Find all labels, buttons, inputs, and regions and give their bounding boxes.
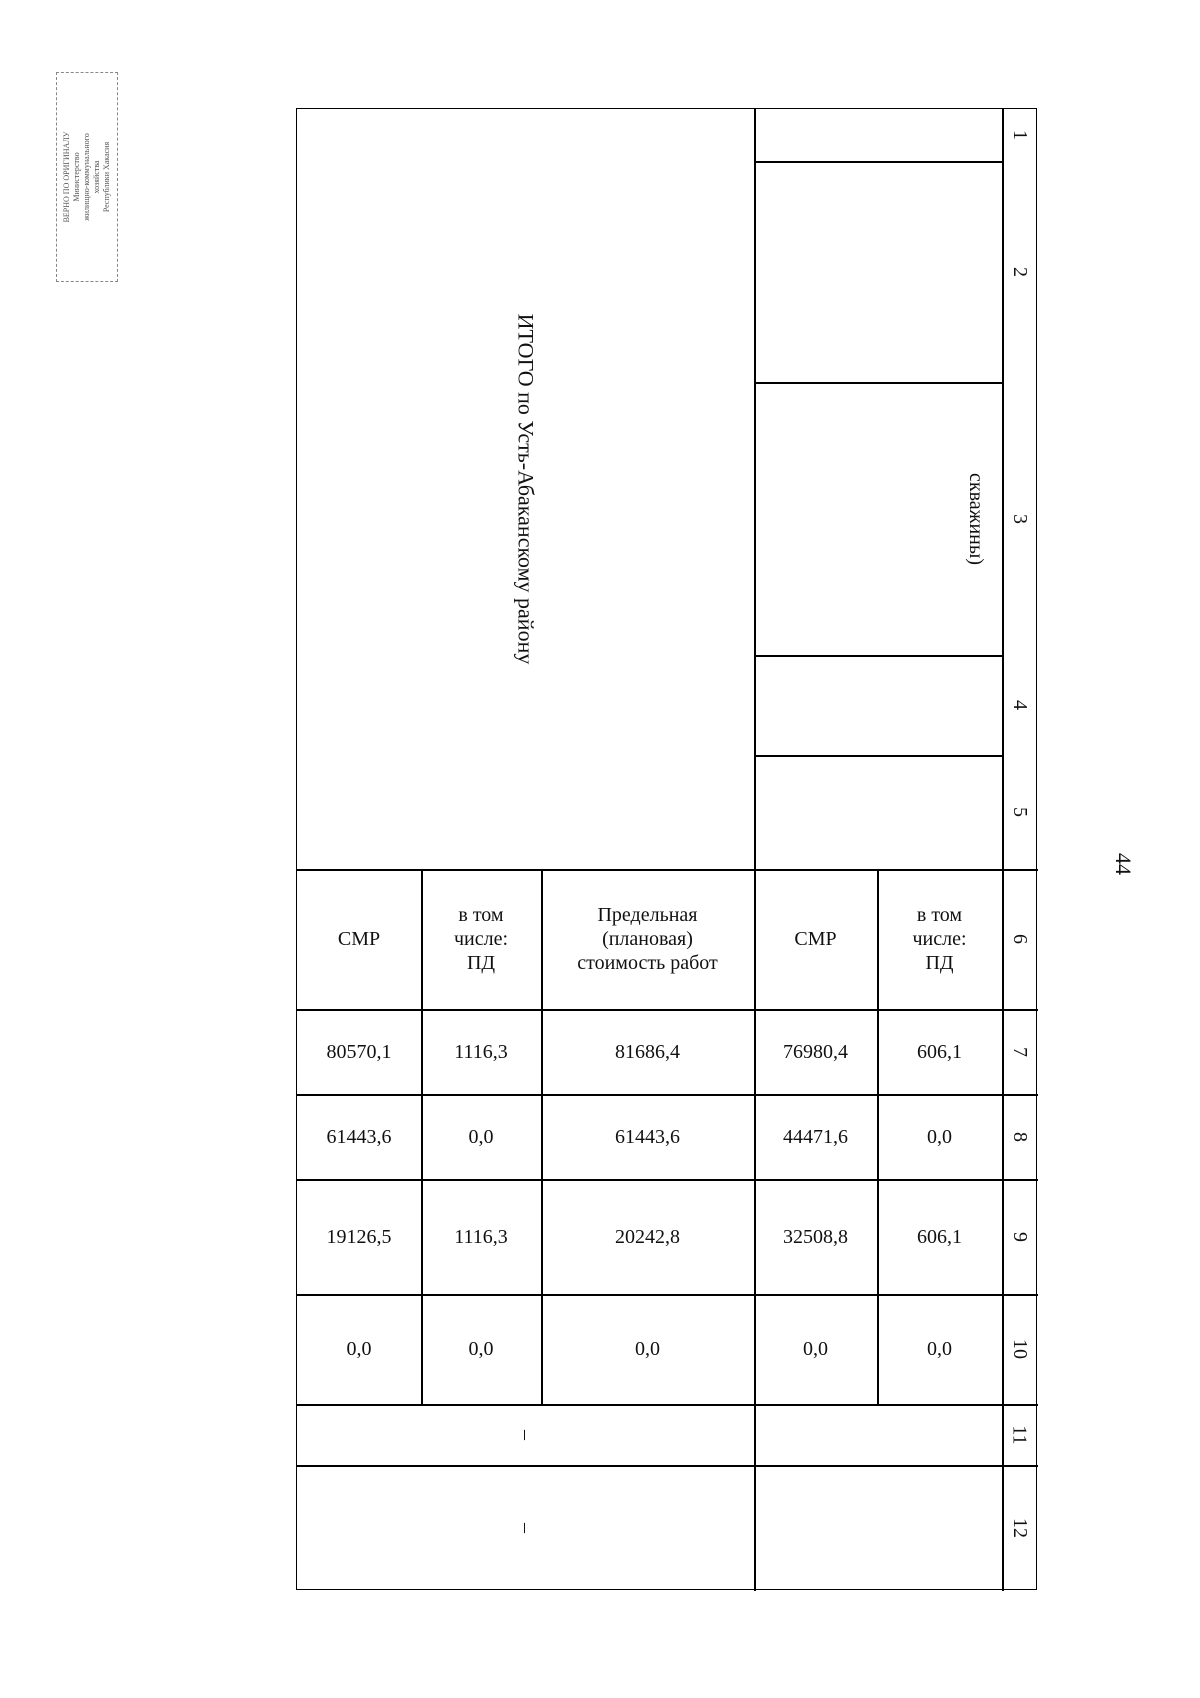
- table-cell: 0,0: [468, 1338, 494, 1360]
- certification-stamp: [56, 72, 118, 282]
- column-11-value: –: [514, 1429, 537, 1440]
- column-number: 5: [1009, 807, 1031, 817]
- table-cell: 606,1: [917, 1040, 962, 1063]
- column-12-value: –: [514, 1523, 537, 1533]
- column-number: 6: [1009, 934, 1031, 944]
- table-cell: 19126,5: [326, 1225, 392, 1248]
- column-number: 10: [1009, 1339, 1031, 1359]
- column-number: 1: [1009, 130, 1031, 140]
- table-cell: 0,0: [635, 1338, 660, 1360]
- table-cell: 1116,3: [454, 1225, 508, 1248]
- total-label-cell: ИТОГО по Усть-Абаканскому району: [513, 313, 539, 665]
- divider: [754, 755, 1002, 757]
- column-number: 4: [1009, 700, 1031, 710]
- table-cell: 0,0: [927, 1338, 952, 1360]
- table-cell: 0,0: [468, 1125, 494, 1148]
- table-cell: 0,0: [346, 1338, 372, 1360]
- divider: [754, 655, 1002, 657]
- table-cell: 81686,4: [615, 1040, 680, 1063]
- column-3-note: скважины): [965, 472, 988, 565]
- table-cell: 1116,3: [454, 1040, 508, 1063]
- table-cell: 80570,1: [326, 1040, 392, 1063]
- table-cell: 606,1: [917, 1225, 962, 1248]
- table-cell: 61443,6: [615, 1125, 680, 1148]
- table-cell: 44471,6: [783, 1125, 848, 1148]
- header-smr: СМР: [794, 928, 837, 950]
- rotated-table: [296, 108, 1037, 1590]
- header-pd: в том числе: ПД: [912, 904, 967, 974]
- table-cell: 76980,4: [783, 1040, 848, 1063]
- column-number: 7: [1009, 1046, 1031, 1057]
- page-number: 44: [1111, 853, 1136, 875]
- column-number: 3: [1009, 513, 1031, 524]
- divider: [754, 161, 1002, 163]
- column-number: 11: [1008, 1424, 1031, 1445]
- column-number: 9: [1009, 1231, 1031, 1242]
- table-cell: 61443,6: [326, 1125, 392, 1148]
- table-cell: 0,0: [803, 1338, 828, 1360]
- header-planned-cost: Предельная (плановая) стоимость работ: [577, 904, 718, 974]
- table-cell: 20242,8: [615, 1225, 680, 1248]
- table-cell: 0,0: [927, 1125, 952, 1148]
- header-smr: СМР: [337, 928, 381, 950]
- divider: [754, 109, 756, 869]
- stamp-text: ВЕРНО ПО ОРИГИНАЛУ Министерство жилищно-коммунального хозяйства Республики Хакасия: [62, 131, 111, 223]
- table-cell: 32508,8: [783, 1225, 848, 1248]
- column-number: 8: [1009, 1131, 1031, 1142]
- column-number: 12: [1009, 1518, 1031, 1538]
- header-pd: в том числе: ПД: [453, 904, 509, 974]
- column-number: 2: [1009, 266, 1031, 277]
